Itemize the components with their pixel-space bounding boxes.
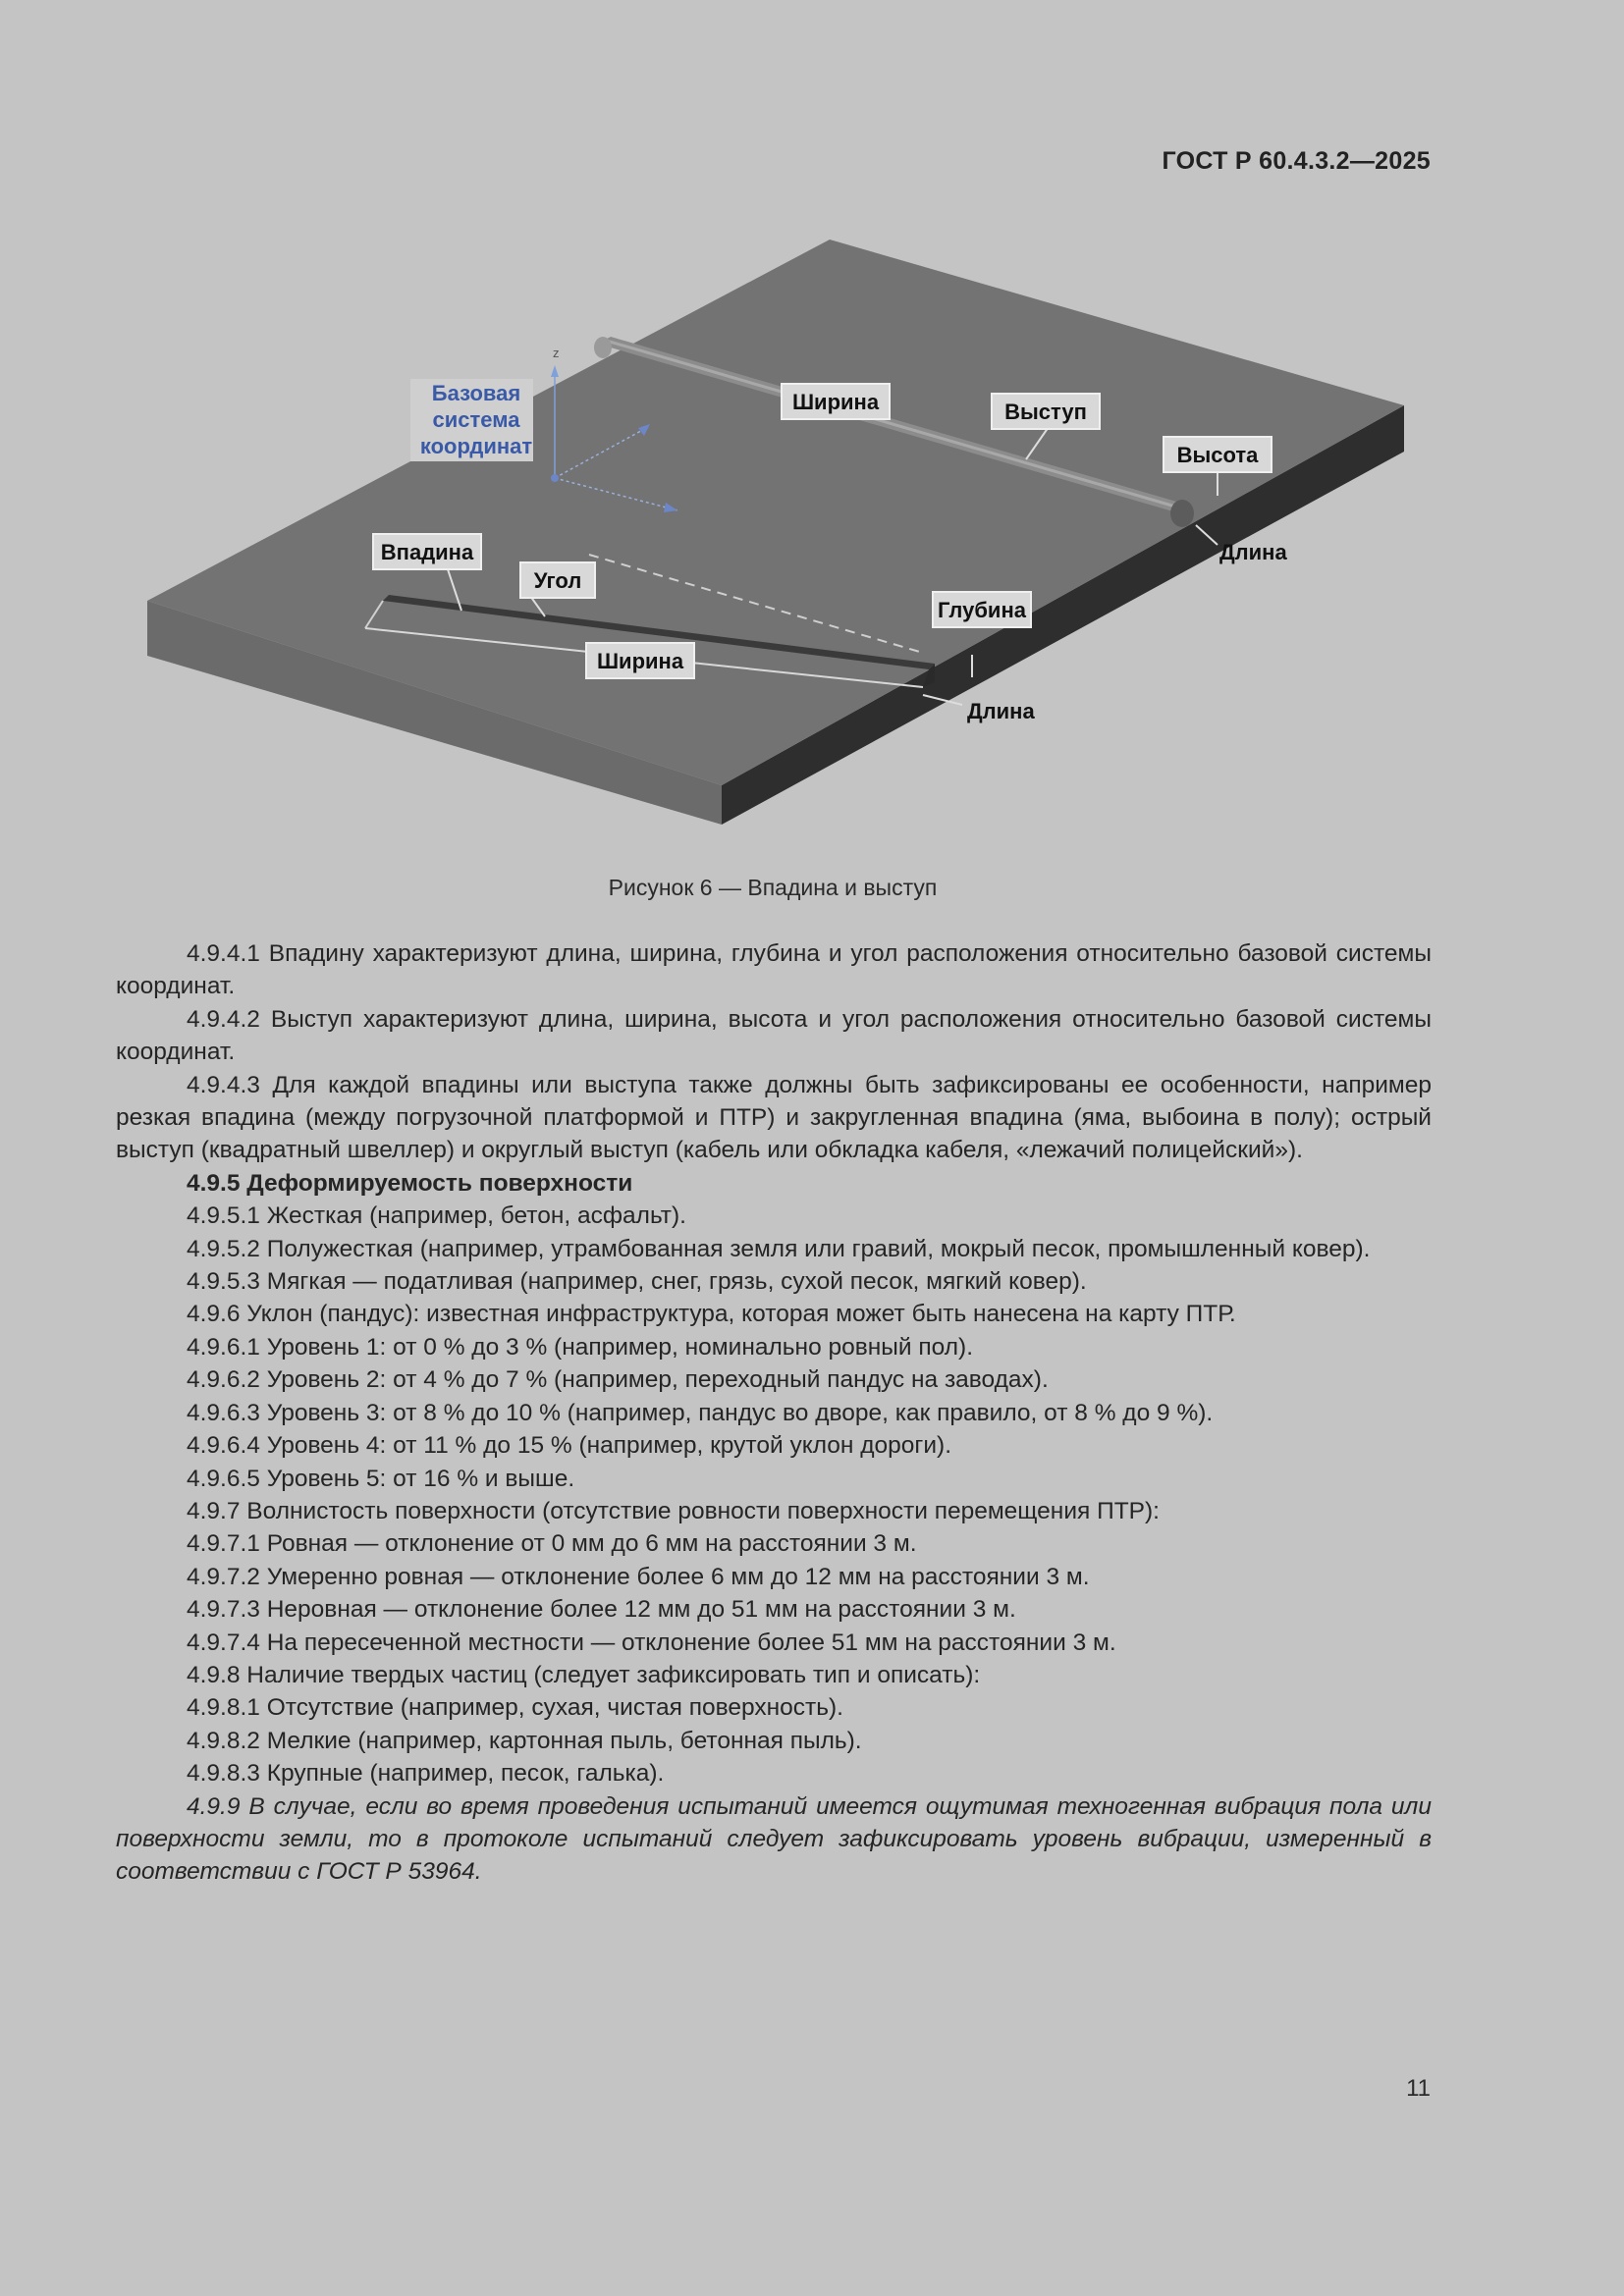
axis-z-label: z xyxy=(553,346,560,360)
protrusion-label: Выступ xyxy=(1004,400,1087,424)
paragraph: 4.9.8.2 Мелкие (например, картонная пыль, бетонная пыль). xyxy=(187,1727,862,1754)
paragraph: 4.9.5.2 Полужесткая (например, утрамбованная земля или гравий, мокрый песок, промышленный ковер). xyxy=(187,1235,1371,1262)
depression-label: Впадина xyxy=(380,540,474,564)
height-label: Высота xyxy=(1176,443,1259,467)
base-system-label-1: Базовая xyxy=(431,381,521,405)
paragraph: 4.9.8 Наличие твердых частиц (следует зафиксировать тип и описать): xyxy=(187,1661,981,1688)
paragraph: 4.9.7.2 Умеренно ровная — отклонение более 6 мм до 12 мм на расстоянии 3 м. xyxy=(187,1563,1090,1590)
page-number: 11 xyxy=(1406,2075,1431,2102)
paragraph: 4.9.6.2 Уровень 2: от 4 % до 7 % (например, переходный пандус на заводах). xyxy=(187,1366,1049,1394)
paragraph: 4.9.4.2 Выступ характеризуют длина, ширина, высота и угол расположения относительно базовой системы координат. xyxy=(116,1005,1432,1066)
length-top-label: Длина xyxy=(1219,540,1287,564)
paragraph: 4.9.5.1 Жесткая (например, бетон, асфальт). xyxy=(187,1202,686,1230)
depth-label: Глубина xyxy=(938,598,1026,622)
figure-illustration xyxy=(0,226,1624,854)
paragraph: 4.9.4.1 Впадину характеризуют длина, ширина, глубина и угол расположения относительно базовой системы координат. xyxy=(116,940,1432,1000)
width-bottom-label: Ширина xyxy=(596,649,684,673)
figure-caption: Рисунок 6 — Впадина и выступ xyxy=(608,875,938,900)
length-bottom-label: Длина xyxy=(967,699,1035,723)
figure-6 xyxy=(0,226,1624,854)
paragraph: 4.9.7.1 Ровная — отклонение от 0 мм до 6 мм на расстоянии 3 м. xyxy=(187,1530,917,1558)
body-text xyxy=(116,937,1432,1889)
paragraph: 4.9.7.3 Неровная — отклонение более 12 мм до 51 мм на расстоянии 3 м. xyxy=(187,1596,1016,1624)
paragraph: 4.9.5.3 Мягкая — податливая (например, снег, грязь, сухой песок, мягкий ковер). xyxy=(187,1268,1087,1296)
paragraph: 4.9.8.1 Отсутствие (например, сухая, чистая поверхность). xyxy=(187,1694,843,1722)
paragraph: 4.9.6.4 Уровень 4: от 11 % до 15 % (например, крутой уклон дороги). xyxy=(187,1432,951,1460)
angle-label: Угол xyxy=(533,568,582,593)
paragraph: 4.9.7 Волнистость поверхности (отсутствие ровности поверхности перемещения ПТР): xyxy=(187,1497,1160,1524)
base-system-label-3: координат xyxy=(419,434,533,458)
paragraph: 4.9.6.5 Уровень 5: от 16 % и выше. xyxy=(187,1465,575,1492)
document-header: ГОСТ Р 60.4.3.2—2025 xyxy=(1162,147,1431,175)
paragraph: 4.9.6.3 Уровень 3: от 8 % до 10 % (например, пандус во дворе, как правило, от 8 % до 9 %). xyxy=(187,1399,1214,1426)
section-heading: 4.9.5 Деформируемость поверхности xyxy=(187,1169,633,1197)
base-system-label-2: система xyxy=(432,407,520,432)
paragraph: 4.9.8.3 Крупные (например, песок, галька). xyxy=(187,1760,665,1788)
paragraph: 4.9.6 Уклон (пандус): известная инфраструктура, которая может быть нанесена на карту ПТР. xyxy=(187,1301,1236,1328)
width-top-label: Ширина xyxy=(791,390,880,414)
paragraph-italic: 4.9.9 В случае, если во время проведения испытаний имеется ощутимая техногенная вибрация пола или поверхности земли, то в протоколе испытаний следует зафиксировать уровень вибрации, измеренный в соответствии с ГОСТ Р 53964. xyxy=(116,1792,1432,1886)
paragraph: 4.9.6.1 Уровень 1: от 0 % до 3 % (например, номинально ровный пол). xyxy=(187,1333,974,1361)
paragraph: 4.9.4.3 Для каждой впадины или выступа также должны быть зафиксированы ее особенности, например резкая впадина (между погрузочной платформой и ПТР) и закругленная впадина (яма, выбоина в полу); острый выступ (квадратный швеллер) и округлый выступ (кабель или обкладка кабеля, «лежачий полицейский»). xyxy=(116,1071,1432,1164)
paragraph: 4.9.7.4 На пересеченной местности — отклонение более 51 мм на расстоянии 3 м. xyxy=(187,1629,1116,1656)
